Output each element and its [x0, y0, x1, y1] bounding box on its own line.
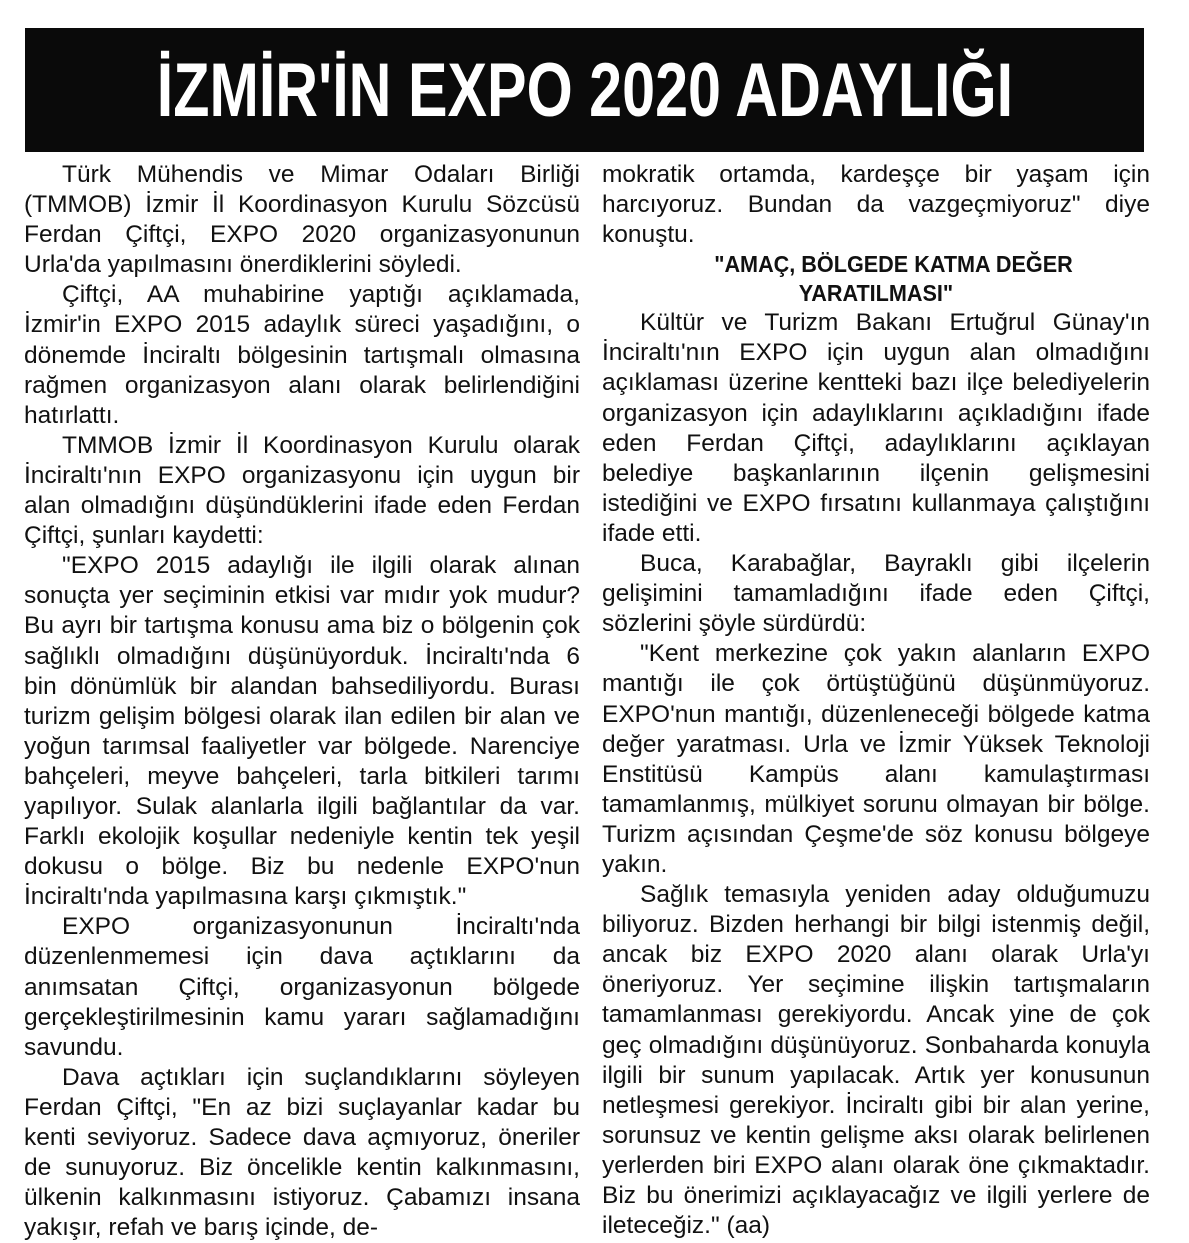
subheading: "AMAÇ, BÖLGEDE KATMA DEĞER YARATILMASI" [714, 251, 1073, 307]
paragraph: Dava açtıkları için suçlandıklarını söyleyen Ferdan Çiftçi, "En az bizi suçlayanlar kadar bu kenti seviyoruz. Sadece dava açmıyoruz, öneriler de sunuyoruz. Biz öncelikle kentin kalkınmasını, ülkenin kalkınmasını istiyoruz. Çabamızı insana yakışır, refah ve barış içinde, de- [24, 1063, 580, 1242]
quote-paragraph: "Kent merkezine çok yakın alanların EXPO mantığı ile çok örtüştüğünü düşünmüyoruz. EXPO'nun mantığı, düzenleneceği bölgede katma değer yaratması. Urla ve İzmir Yüksek Teknoloji Enstitüsü Kampüs alanı kamulaştırması tamamlanmış, mülkiyet sorunu olmayan bir bölge. Turizm açısından Çeşme'de söz konusu bölgeye yakın. [602, 640, 1150, 878]
headline-text: İZMİR'İN EXPO 2020 ADAYLIĞI [156, 47, 1013, 133]
paragraph: Buca, Karabağlar, Bayraklı gibi ilçelerin gelişimini tamamladığını ifade eden Çiftçi, sözlerini şöyle sürdürdü: [602, 550, 1150, 638]
paragraph-continuation: mokratik ortamda, kardeşçe bir yaşam için harcıyoruz. Bundan da vazgeçmiyoruz" diye konuştu. [602, 161, 1150, 249]
paragraph: Çiftçi, AA muhabirine yaptığı açıklamada, İzmir'in EXPO 2015 adaylık süreci yaşadığını, o dönemde İnciraltı bölgesinin tartışmalı olmasına rağmen organizasyon alanı olarak belirlendiğini hatırlattı. [24, 281, 580, 429]
paragraph: Türk Mühendis ve Mimar Odaları Birliği (TMMOB) İzmir İl Koordinasyon Kurulu Sözcüsü Ferdan Çiftçi, EXPO 2020 organizasyonunun Urla'da yapılmasını önerdiklerini söyledi. [24, 161, 580, 279]
quote-paragraph: "EXPO 2015 adaylığı ile ilgili olarak alınan sonuçta yer seçiminin etkisi var mıdır yok mudur? Bu ayrı bir tartışma konusu ama biz o bölgenin çok sağlıklı olmadığını düşünüyorduk. İnciraltı'nda 6 bin dönümlük bir alandan bahsediliyordu. Burası turizm gelişim bölgesi olarak ilan edilen bir alan ve yoğun tarımsal faaliyetler var bölgede. Narenciye bahçeleri, meyve bahçeleri, tarla bitkileri tarımı yapılıyor. Sulak alanlarla ilgili bağlantılar da var. Farklı ekolojik koşullar nedeniyle kentin tek yeşil dokusu o bölge. Biz bu nedenle EXPO'nun İnciraltı'nda yapılmasına karşı çıkmıştık." [24, 552, 580, 911]
paragraph: EXPO organizasyonunun İnciraltı'nda düzenlenmemesi için dava açtıklarını da anımsatan Çiftçi, organizasyonun bölgede gerçekleştirilmesinin kamu yararı sağlamadığını savundu. [24, 913, 580, 1061]
left-column [24, 160, 580, 1243]
paragraph: Kültür ve Turizm Bakanı Ertuğrul Günay'ın İnciraltı'nın EXPO için uygun alan olmadığını açıklaması üzerine kentteki bazı ilçe belediyelerin organizasyon için adaylıklarını açıkladığını ifade eden Ferdan Çiftçi, adaylıklarını açıklayan belediye başkanlarının ilçenin gelişmesini istediğini ve EXPO fırsatını kullanmaya çalıştığını ifade etti. [602, 309, 1150, 547]
quote-paragraph: Sağlık temasıyla yeniden aday olduğumuzu biliyoruz. Bizden herhangi bir bilgi istenmiş değil, ancak biz EXPO 2020 alanı olarak Urla'yı öneriyoruz. Yer seçimine ilişkin tartışmaların tamamlanması gerekiyordu. Ancak yine de çok geç olmadığını düşünüyoruz. Sonbaharda konuyla ilgili bir sunum yapılacak. Artık yer konusunun netleşmesi gerekiyor. İnciraltı gibi bir alan yerine, sorunsuz ve kentin gelişme aksı olarak belirlenen yerlerden biri EXPO alanı olarak öne çıkmaktadır. Biz bu önerimizi açıklayacağız ve ilgili yerlere de ileteceğiz." (aa) [602, 881, 1150, 1240]
right-column [602, 160, 1150, 1241]
headline-banner [25, 28, 1144, 152]
paragraph: TMMOB İzmir İl Koordinasyon Kurulu olarak İnciraltı'nın EXPO organizasyonu için uygun bir alan olmadığını düşündüklerini ifade eden Ferdan Çiftçi, şunları kaydetti: [24, 431, 580, 550]
